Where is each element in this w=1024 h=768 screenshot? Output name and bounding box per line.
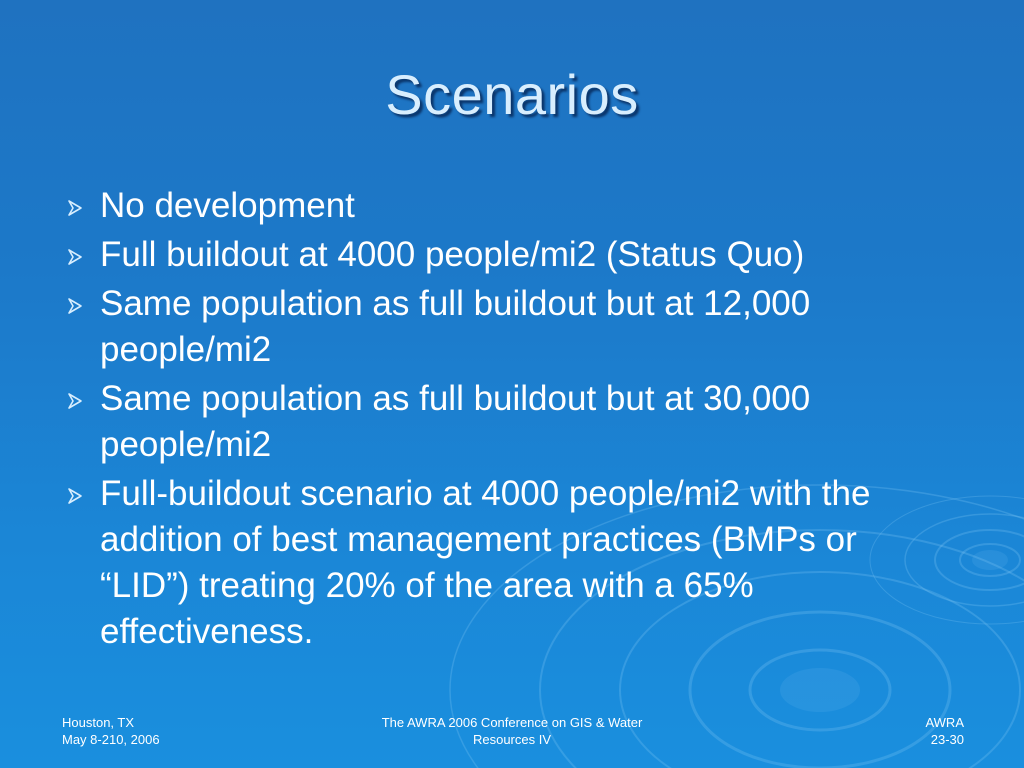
footer-conference-line2: Resources IV <box>472 732 552 747</box>
arrow-bullet-icon <box>66 248 84 266</box>
footer-conference-line1: The AWRA 2006 Conference on GIS & Water <box>381 715 643 730</box>
bullet-item <box>62 376 942 468</box>
bullet-text: Full-buildout scenario at 4000 people/mi2 with the addition of best management practices (BMPs or “LID”) treating 20% of the area with a 65% effectiveness. <box>100 474 871 651</box>
footer-date: May 8-210, 2006 <box>62 732 160 747</box>
bullet-text: No development <box>100 186 355 225</box>
bullet-item <box>62 471 942 655</box>
arrow-bullet-icon <box>66 487 84 505</box>
footer-org: AWRA <box>925 715 964 730</box>
footer-page: 23-30 <box>930 732 964 747</box>
bullet-item <box>62 232 942 278</box>
bullet-item <box>62 281 942 373</box>
footer-location: Houston, TX <box>62 715 135 730</box>
bullet-text: Full buildout at 4000 people/mi2 (Status Quo) <box>100 235 805 274</box>
bullet-text: Same population as full buildout but at 12,000 people/mi2 <box>100 284 811 369</box>
slide-title: Scenarios <box>385 63 639 126</box>
footer-conference <box>352 714 672 748</box>
arrow-bullet-icon <box>66 199 84 217</box>
arrow-bullet-icon <box>66 392 84 410</box>
arrow-bullet-icon <box>66 297 84 315</box>
footer-slide-number <box>925 714 964 748</box>
bullet-list <box>62 183 942 658</box>
bullet-text: Same population as full buildout but at 30,000 people/mi2 <box>100 379 811 464</box>
footer-location-date <box>62 714 160 748</box>
bullet-item <box>62 183 942 229</box>
